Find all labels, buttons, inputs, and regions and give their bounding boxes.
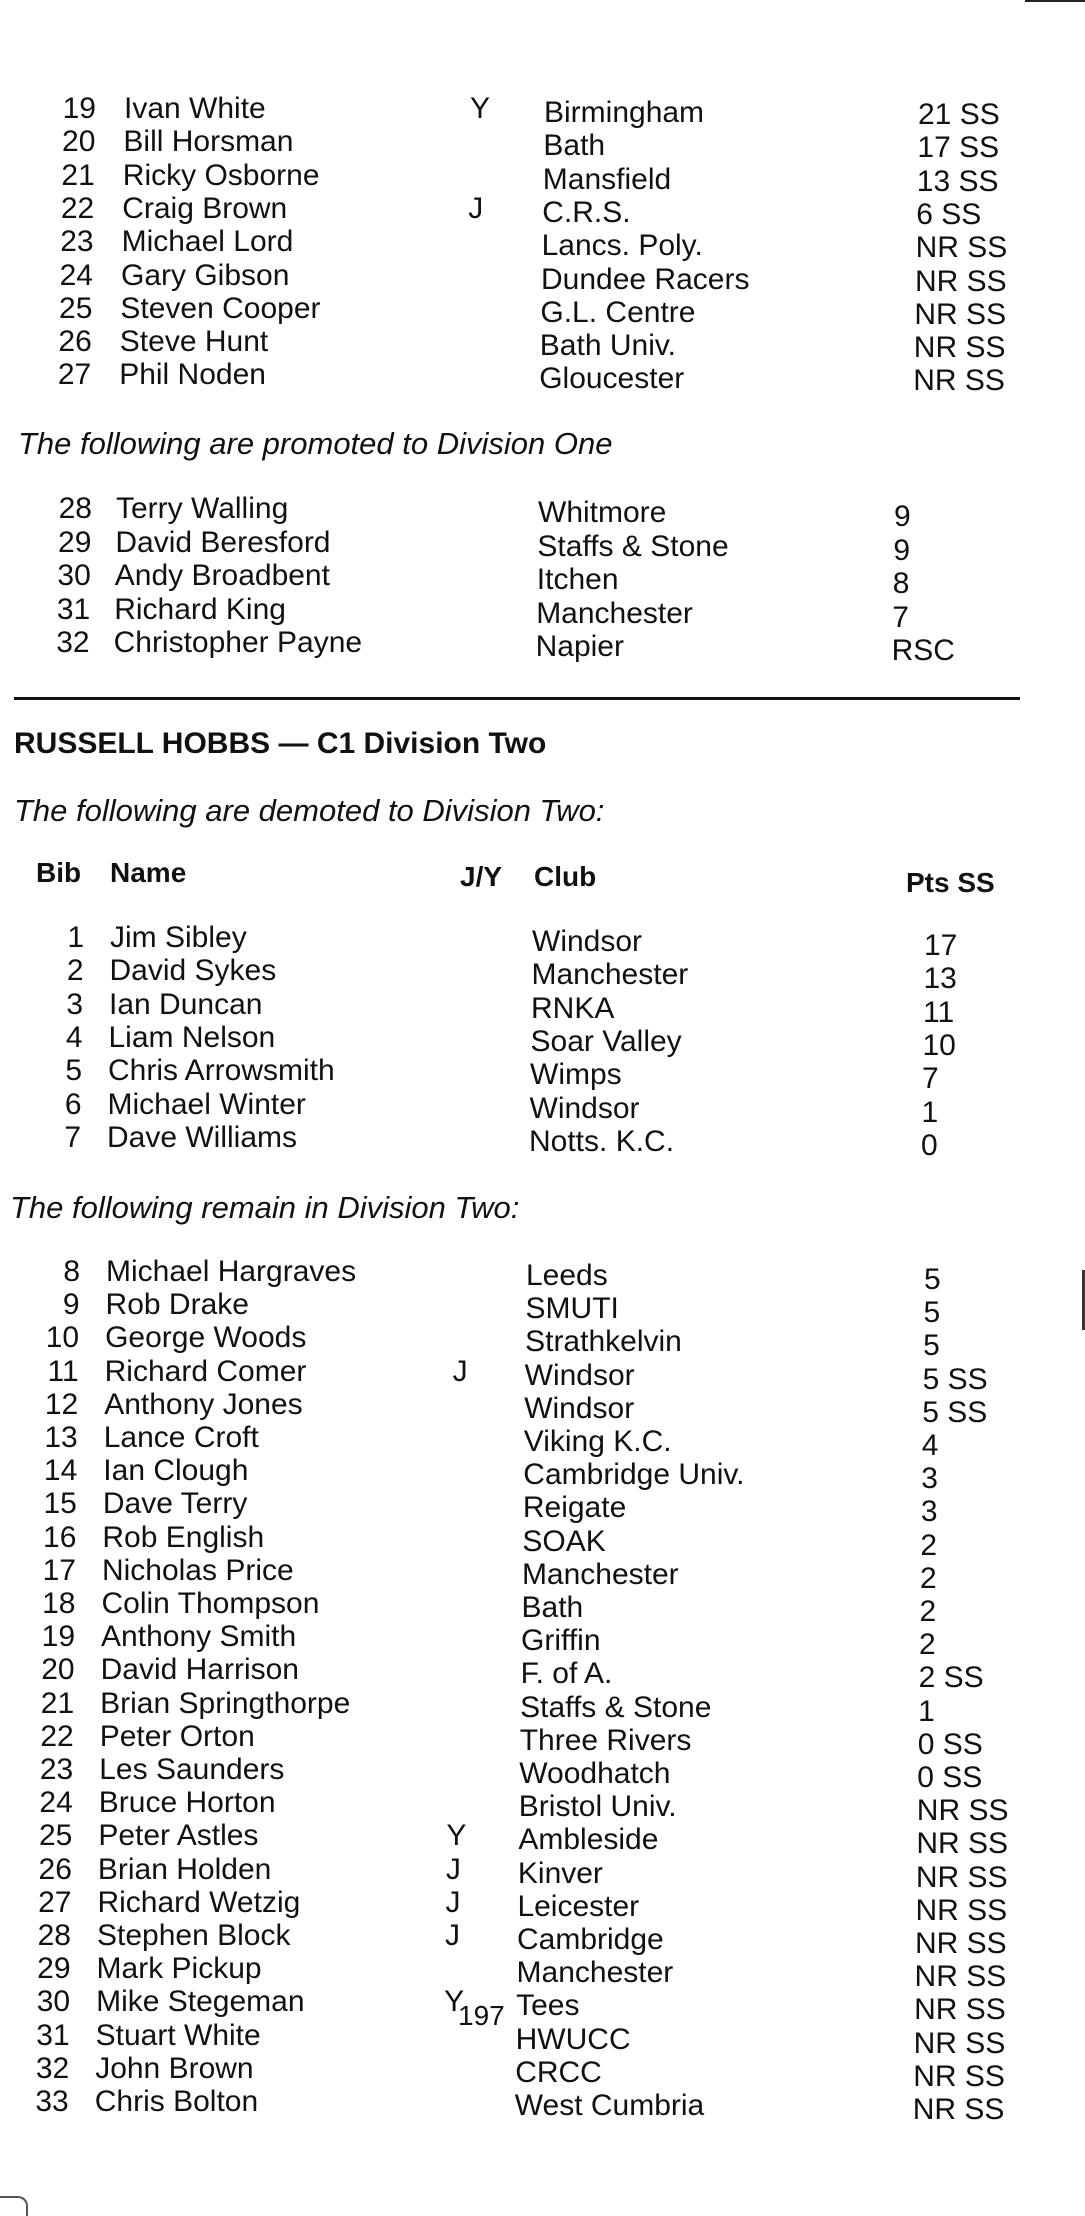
table-row <box>0 492 1085 533</box>
bib-cell: 28 <box>58 492 92 525</box>
pts-cell: NR SS <box>913 2026 1006 2060</box>
bib-cell: 31 <box>36 2018 70 2052</box>
table-row <box>0 1653 1085 1695</box>
club-cell: Whitmore <box>538 496 667 529</box>
table-row <box>0 1120 1085 1162</box>
table-row <box>0 2018 1085 2060</box>
club-cell: Bath <box>543 129 606 163</box>
name-cell: Bruce Horton <box>98 1786 276 1820</box>
bib-cell: 12 <box>44 1387 79 1421</box>
table-row <box>0 626 1085 667</box>
club-cell: Windsor <box>524 1358 635 1392</box>
table-row <box>0 1087 1085 1129</box>
bib-cell: 33 <box>35 2085 69 2118</box>
club-cell: Kinver <box>517 1856 603 1890</box>
bib-cell: 32 <box>35 2051 70 2085</box>
club-cell: Windsor <box>532 925 643 958</box>
name-cell: George Woods <box>105 1321 307 1355</box>
name-cell: Stuart White <box>95 2018 261 2052</box>
pts-cell: RSC <box>891 634 955 667</box>
table-row <box>0 158 1085 198</box>
col-header-jy: J/Y <box>460 861 503 892</box>
club-cell: Viking K.C. <box>523 1425 672 1458</box>
pts-cell: NR SS <box>915 231 1008 265</box>
col-header-club: Club <box>534 861 597 892</box>
pts-cell: 5 <box>923 1329 940 1363</box>
pts-cell: NR SS <box>914 1993 1006 2027</box>
pts-cell: 3 <box>920 1495 938 1529</box>
club-cell: Windsor <box>529 1091 640 1125</box>
table-row <box>0 1354 1085 1396</box>
table-row <box>0 1686 1085 1728</box>
table-row <box>0 258 1085 298</box>
pts-cell: NR SS <box>916 1827 1009 1861</box>
name-cell: Christopher Payne <box>113 626 363 659</box>
pts-cell: 0 SS <box>917 1727 983 1761</box>
bib-cell: 30 <box>57 559 91 592</box>
name-cell: Richard Comer <box>104 1354 307 1388</box>
table-row <box>0 1255 1085 1296</box>
table-row <box>0 92 1085 131</box>
table-row <box>0 921 1085 962</box>
bib-cell: 21 <box>61 158 95 192</box>
pts-cell: 13 SS <box>916 164 999 198</box>
col-header-bib: Bib <box>36 857 82 888</box>
name-cell: David Harrison <box>100 1653 299 1687</box>
jy-cell: Y <box>446 1819 467 1853</box>
table-row <box>0 358 1085 398</box>
name-cell: Anthony Jones <box>104 1387 303 1421</box>
club-cell: Bath Univ. <box>539 329 676 363</box>
bib-cell: 28 <box>37 1919 71 1952</box>
club-cell: CRCC <box>515 2055 602 2089</box>
jy-cell: J <box>445 1852 461 1886</box>
pts-cell: 2 SS <box>918 1661 984 1695</box>
bib-cell: 20 <box>41 1653 75 1687</box>
name-cell: David Beresford <box>115 525 331 559</box>
name-cell: Richard King <box>114 592 286 626</box>
club-cell: Three Rivers <box>519 1723 692 1757</box>
pts-cell: 9 <box>893 533 911 567</box>
bib-cell: 6 <box>64 1087 82 1121</box>
pts-cell: 21 SS <box>918 98 1000 131</box>
club-cell: Manchester <box>531 958 689 992</box>
pts-cell: 4 <box>921 1429 939 1462</box>
pts-cell: 11 <box>923 995 955 1029</box>
club-cell: Leicester <box>517 1889 640 1923</box>
club-cell: Griffin <box>521 1624 601 1658</box>
table-row <box>0 1819 1085 1861</box>
club-cell: Dundee Racers <box>541 262 750 296</box>
table-row <box>0 1753 1085 1794</box>
bib-cell: 25 <box>59 291 93 325</box>
club-cell: Cambridge <box>517 1923 664 1956</box>
club-cell: HWUCC <box>515 2022 631 2056</box>
name-cell: Terry Walling <box>116 492 289 525</box>
section-divider <box>14 697 1020 700</box>
name-cell: Peter Astles <box>98 1819 259 1853</box>
bib-cell: 23 <box>39 1753 74 1786</box>
club-cell: Manchester <box>536 596 693 630</box>
bib-cell: 30 <box>36 1985 71 2019</box>
section-title: RUSSELL HOBBS — C1 Division Two <box>14 727 547 760</box>
bib-cell: 22 <box>40 1719 74 1753</box>
pts-cell: 5 <box>924 1263 941 1296</box>
name-cell: Michael Winter <box>107 1087 306 1121</box>
club-cell: RNKA <box>531 991 615 1025</box>
name-cell: Jim Sibley <box>110 921 247 954</box>
name-cell: Michael Hargraves <box>106 1255 357 1288</box>
bib-cell: 31 <box>56 592 91 626</box>
bib-cell: 24 <box>59 258 93 292</box>
pts-cell: NR SS <box>914 297 1007 331</box>
pts-cell: NR SS <box>913 331 1006 365</box>
table-row <box>0 1421 1085 1462</box>
table-row <box>0 2085 1085 2126</box>
name-cell: David Sykes <box>109 954 277 988</box>
name-cell: Brian Holden <box>97 1852 272 1886</box>
bib-cell: 26 <box>38 1852 72 1886</box>
pts-cell: 0 <box>921 1128 938 1162</box>
bib-cell: 21 <box>40 1686 75 1720</box>
name-cell: Steven Cooper <box>120 291 321 325</box>
col-header-name: Name <box>110 857 187 888</box>
bib-cell: 32 <box>56 626 90 659</box>
club-cell: Mansfield <box>542 162 672 196</box>
club-cell: Bristol Univ. <box>518 1790 677 1824</box>
pts-cell: 1 <box>921 1095 939 1129</box>
jy-cell: J <box>468 191 484 225</box>
pts-cell: 8 <box>892 567 910 600</box>
name-cell: Chris Arrowsmith <box>108 1054 335 1088</box>
name-cell: Ian Clough <box>103 1454 249 1488</box>
bib-cell: 4 <box>65 1020 83 1054</box>
club-cell: Bath <box>521 1591 584 1624</box>
jy-cell: J <box>445 1885 461 1919</box>
name-cell: Gary Gibson <box>121 258 290 292</box>
table-row <box>0 125 1085 165</box>
table-row <box>0 1321 1085 1363</box>
club-cell: SOAK <box>522 1524 606 1558</box>
page-number: 197 <box>458 2000 505 2031</box>
club-cell: Ambleside <box>518 1823 659 1857</box>
pts-cell: 6 SS <box>916 197 982 231</box>
club-cell: Woodhatch <box>519 1757 671 1790</box>
name-cell: Craig Brown <box>122 191 288 225</box>
jy-cell: J <box>452 1354 468 1388</box>
pts-cell: NR SS <box>915 264 1007 298</box>
name-cell: Mark Pickup <box>96 1952 262 1986</box>
name-cell: Richard Wetzig <box>97 1885 301 1919</box>
pts-cell: NR SS <box>915 1893 1008 1927</box>
bib-cell: 26 <box>58 325 92 359</box>
club-cell: Gloucester <box>539 362 685 396</box>
bib-cell: 25 <box>38 1819 73 1853</box>
table-row <box>0 1520 1085 1562</box>
table-row <box>0 1786 1085 1828</box>
demoted-heading: The following are demoted to Division Two: <box>14 793 605 828</box>
name-cell: Ian Duncan <box>109 987 263 1021</box>
pts-cell: 1 <box>918 1694 935 1728</box>
name-cell: Nicholas Price <box>101 1553 294 1587</box>
bib-cell: 15 <box>43 1487 77 1521</box>
table-row <box>0 1553 1085 1595</box>
name-cell: Anthony Smith <box>101 1620 297 1654</box>
pts-cell: 5 SS <box>922 1362 988 1396</box>
name-cell: Ricky Osborne <box>122 158 320 192</box>
pts-cell: 2 <box>919 1595 937 1628</box>
club-cell: Wimps <box>530 1058 622 1092</box>
name-cell: Rob English <box>102 1520 265 1554</box>
jy-cell: J <box>445 1919 460 1952</box>
club-cell: C.R.S. <box>542 195 631 229</box>
name-cell: Lance Croft <box>103 1421 259 1454</box>
club-cell: G.L. Centre <box>540 295 696 329</box>
pts-cell: 7 <box>922 1062 939 1096</box>
club-cell: F. of A. <box>520 1657 613 1691</box>
table-row <box>0 954 1085 996</box>
name-cell: Peter Orton <box>99 1719 255 1753</box>
bib-cell: 5 <box>65 1054 82 1088</box>
name-cell: Ivan White <box>124 92 266 125</box>
name-cell: Bill Horsman <box>123 125 294 159</box>
bib-cell: 8 <box>63 1255 80 1288</box>
pts-cell: NR SS <box>915 1860 1008 1894</box>
bib-cell: 18 <box>42 1587 76 1620</box>
table-row <box>0 525 1085 567</box>
pts-cell: 9 <box>894 500 911 533</box>
pts-cell: 17 <box>924 929 958 962</box>
pts-cell: 10 <box>922 1028 956 1062</box>
club-cell: Reigate <box>522 1491 627 1525</box>
pts-cell: 17 SS <box>917 131 1000 165</box>
table-row <box>0 1020 1085 1062</box>
table-row <box>0 1985 1085 2027</box>
promoted-heading: The following are promoted to Division One <box>18 426 613 461</box>
bib-cell: 1 <box>67 921 84 954</box>
name-cell: Brian Springthorpe <box>100 1686 351 1720</box>
bib-cell: 17 <box>42 1553 76 1587</box>
table-row <box>0 1587 1085 1628</box>
club-cell: Soar Valley <box>530 1024 682 1058</box>
club-cell: SMUTI <box>525 1292 619 1326</box>
name-cell: Dave Williams <box>107 1120 298 1154</box>
name-cell: Rob Drake <box>105 1288 249 1322</box>
club-cell: Itchen <box>536 563 619 596</box>
bib-cell: 29 <box>37 1952 71 1986</box>
name-cell: Stephen Block <box>97 1919 291 1952</box>
table-row <box>0 2051 1085 2093</box>
bib-cell: 14 <box>43 1454 78 1488</box>
table-row <box>0 1487 1085 1529</box>
bib-cell: 24 <box>39 1786 73 1820</box>
bib-cell: 13 <box>44 1421 78 1454</box>
pts-cell: NR SS <box>916 1794 1009 1828</box>
pts-cell: 5 SS <box>922 1395 988 1429</box>
table-row <box>0 1885 1085 1927</box>
scan-corner-mark <box>0 2196 28 2216</box>
table-row <box>0 325 1085 365</box>
pts-cell: NR SS <box>915 1927 1007 1960</box>
bib-cell: 7 <box>64 1120 81 1154</box>
bib-cell: 11 <box>47 1354 79 1388</box>
pts-cell: 2 <box>920 1528 938 1562</box>
table-row <box>0 1852 1085 1894</box>
club-cell: Notts. K.C. <box>529 1124 675 1158</box>
col-header-pts: Pts SS <box>906 867 995 898</box>
bib-cell: 22 <box>60 191 95 225</box>
name-cell: John Brown <box>95 2051 254 2085</box>
name-cell: Liam Nelson <box>108 1020 276 1054</box>
pts-cell: NR SS <box>913 364 1005 398</box>
pts-cell: NR SS <box>914 1960 1007 1994</box>
name-cell: Chris Bolton <box>94 2085 259 2118</box>
jy-cell: Y <box>470 92 491 125</box>
scan-edge-mark <box>1025 0 1085 2</box>
bib-cell: 2 <box>66 954 84 988</box>
table-row <box>0 559 1085 600</box>
name-cell: Steve Hunt <box>119 325 269 359</box>
club-cell: Staffs & Stone <box>520 1690 712 1724</box>
name-cell: Colin Thompson <box>101 1587 320 1620</box>
pts-cell: 7 <box>892 600 909 634</box>
table-row <box>0 592 1085 634</box>
bib-cell: 3 <box>66 987 83 1021</box>
club-cell: Cambridge Univ. <box>523 1458 745 1492</box>
bib-cell: 9 <box>62 1288 80 1322</box>
pts-cell: 2 <box>919 1628 936 1662</box>
name-cell: Dave Terry <box>102 1487 248 1521</box>
name-cell: Michael Lord <box>121 225 294 259</box>
name-cell: Andy Broadbent <box>114 559 330 592</box>
club-cell: Windsor <box>524 1391 635 1425</box>
pts-cell: 13 <box>923 962 957 996</box>
table-row <box>0 1387 1085 1429</box>
club-cell: Staffs & Stone <box>537 529 729 563</box>
bib-cell: 10 <box>45 1321 80 1355</box>
table-row <box>0 1288 1085 1330</box>
pts-cell: NR SS <box>912 2093 1005 2126</box>
pts-cell: 5 <box>923 1296 941 1330</box>
name-cell: Les Saunders <box>99 1753 285 1786</box>
table-row <box>0 191 1085 231</box>
bib-cell: 19 <box>41 1620 76 1654</box>
club-cell: West Cumbria <box>514 2089 705 2122</box>
club-cell: Leeds <box>526 1259 608 1292</box>
bib-cell: 19 <box>62 92 96 125</box>
table-row <box>0 1719 1085 1761</box>
table-row <box>0 1952 1085 1994</box>
pts-cell: NR SS <box>913 2059 1005 2093</box>
bib-cell: 27 <box>57 358 92 392</box>
remain-heading: The following remain in Division Two: <box>10 1190 520 1225</box>
club-cell: Tees <box>516 1989 580 2023</box>
table-row <box>0 1620 1085 1662</box>
pts-cell: 3 <box>921 1462 938 1496</box>
pts-cell: 0 SS <box>917 1761 983 1794</box>
club-cell: Strathkelvin <box>525 1325 682 1359</box>
bib-cell: 20 <box>62 125 96 159</box>
table-row <box>0 291 1085 331</box>
table-row <box>0 225 1085 265</box>
bib-cell: 29 <box>58 525 92 559</box>
club-cell: Napier <box>535 630 624 663</box>
club-cell: Manchester <box>516 1956 674 1990</box>
jy-cell: Y <box>444 1985 465 2019</box>
bib-cell: 23 <box>60 225 94 259</box>
club-cell: Birmingham <box>544 96 705 129</box>
club-cell: Manchester <box>521 1557 679 1591</box>
bib-cell: 27 <box>38 1885 72 1919</box>
table-row <box>0 1054 1085 1096</box>
table-row <box>0 1454 1085 1496</box>
club-cell: Lancs. Poly. <box>541 229 703 263</box>
bib-cell: 16 <box>43 1520 77 1554</box>
name-cell: Mike Stegeman <box>96 1985 305 2019</box>
table-row <box>0 987 1085 1029</box>
pts-cell: 2 <box>919 1561 937 1595</box>
table-row <box>0 1919 1085 1960</box>
name-cell: Phil Noden <box>119 358 266 392</box>
